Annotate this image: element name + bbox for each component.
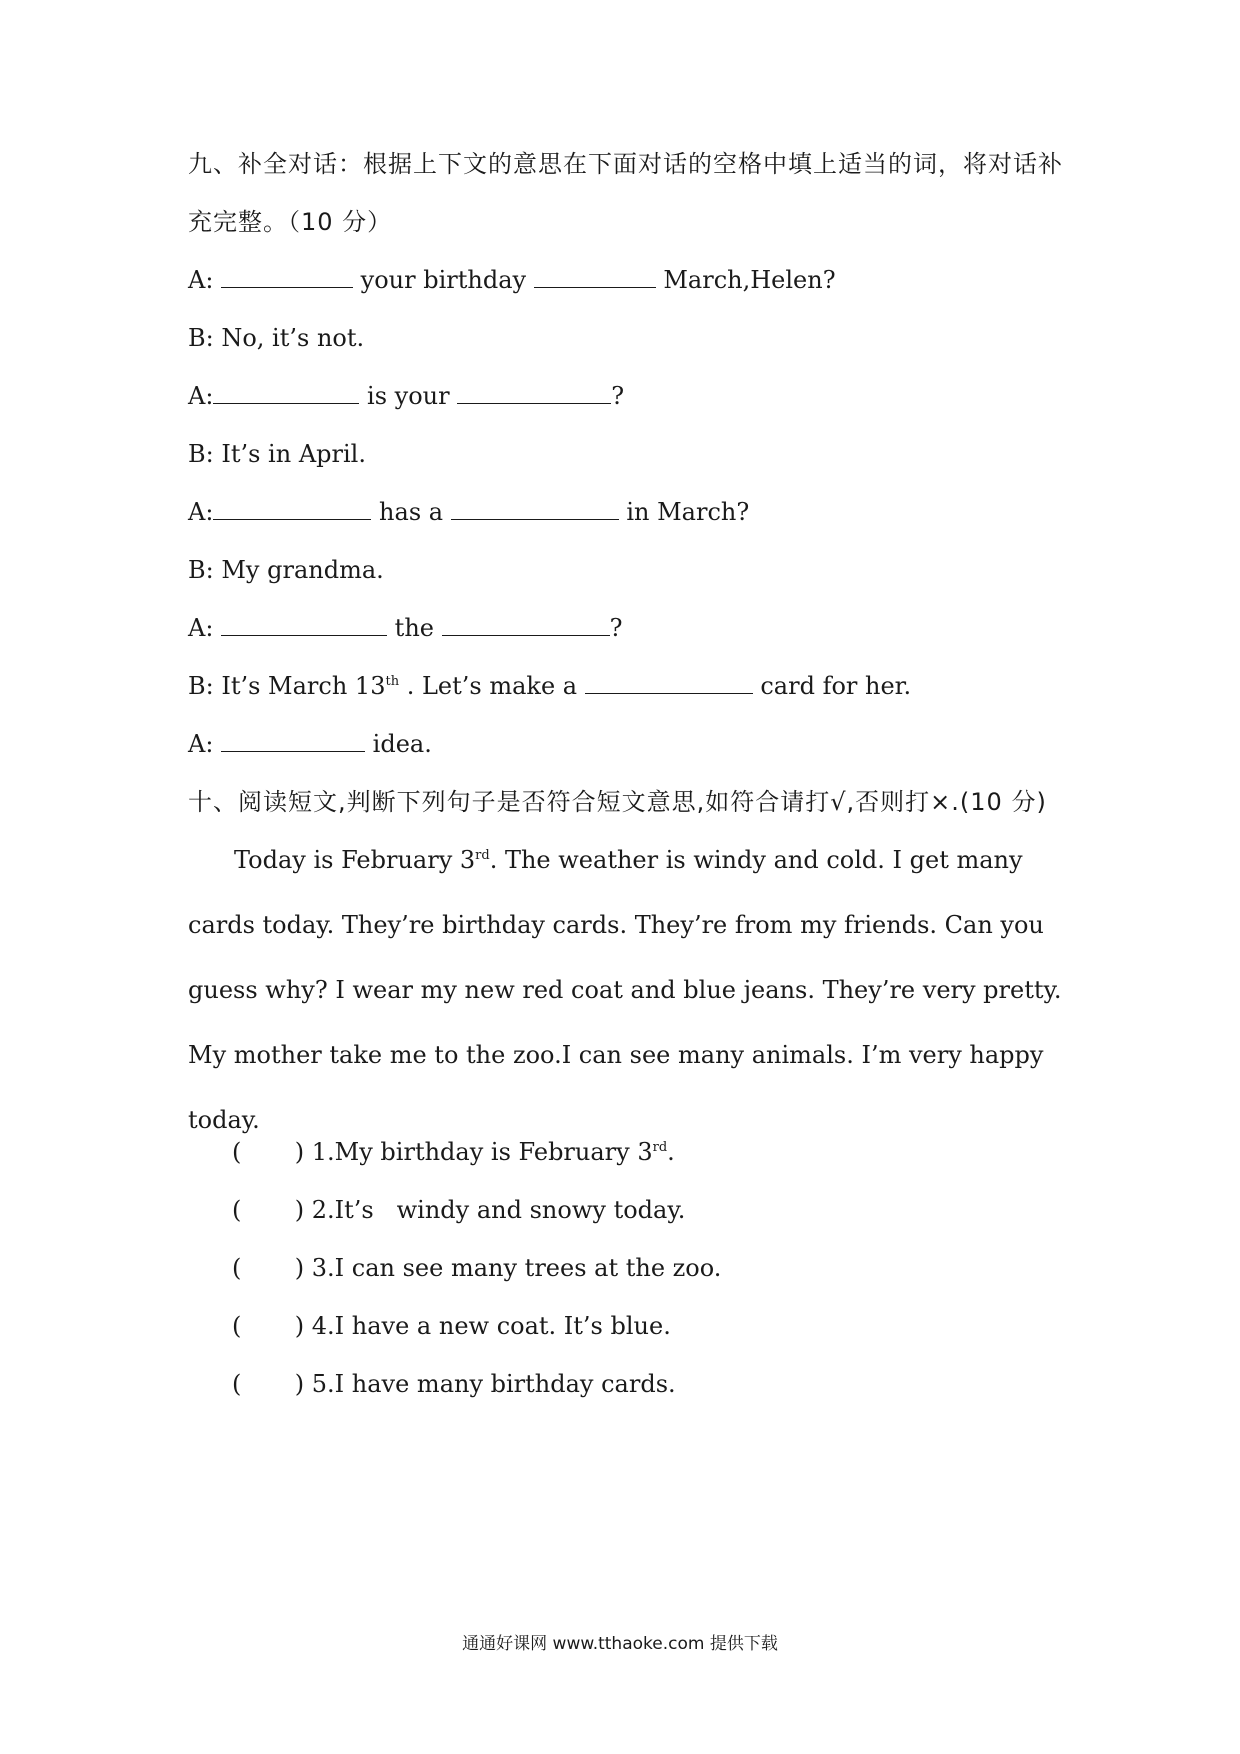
answer-blank[interactable]	[221, 729, 365, 752]
answer-parentheses[interactable]: ( )	[232, 1312, 305, 1340]
section-9-title-line-2: 充完整。（10 分）	[188, 208, 393, 236]
answer-blank[interactable]	[213, 381, 359, 404]
speaker-label: A:	[188, 382, 214, 410]
answer-blank[interactable]	[451, 497, 619, 520]
speaker-label: A:	[188, 730, 222, 758]
answer-blank[interactable]	[221, 613, 387, 636]
dialogue-line-4: B: It’s in April.	[188, 440, 366, 468]
dialogue-text: the	[387, 614, 442, 642]
question-1	[232, 1137, 675, 1167]
question-text: 2.It’s windy and snowy today.	[304, 1196, 686, 1224]
dialogue-line-5	[188, 497, 749, 527]
dialogue-line-6: B: My grandma.	[188, 556, 384, 584]
dialogue-line-3	[188, 381, 624, 411]
dialogue-line-8	[188, 671, 911, 701]
dialogue-line-2: B: No, it’s not.	[188, 324, 365, 352]
dialogue-text: idea.	[365, 730, 432, 758]
passage-text: . The weather is windy and cold. I get many cards today. They’re birthday cards. They’re from my friends. Can you guess why? I wear my new red coat and blue jeans. They’re very pretty. My mother take me to the zoo.I can see many animals. I’m very happy today.	[188, 846, 1062, 1134]
ordinal-suffix: rd	[652, 1140, 668, 1155]
answer-parentheses[interactable]: ( )	[232, 1138, 305, 1166]
ordinal-suffix: th	[385, 674, 400, 689]
answer-blank[interactable]	[457, 381, 611, 404]
question-3	[232, 1253, 721, 1283]
dialogue-text: is your	[359, 382, 458, 410]
dialogue-text: ?	[611, 382, 625, 410]
reading-passage	[188, 828, 1068, 1153]
question-text: 5.I have many birthday cards.	[304, 1370, 676, 1398]
dialogue-text: . Let’s make a	[399, 672, 585, 700]
answer-blank[interactable]	[585, 671, 753, 694]
answer-blank[interactable]	[213, 497, 371, 520]
answer-blank[interactable]	[442, 613, 610, 636]
speaker-label: A:	[188, 614, 222, 642]
dialogue-text: in March?	[618, 498, 750, 526]
question-2	[232, 1195, 685, 1225]
dialogue-text: ?	[609, 614, 623, 642]
ordinal-suffix: rd	[475, 848, 490, 863]
answer-parentheses[interactable]: ( )	[232, 1196, 305, 1224]
dialogue-text: your birthday	[353, 266, 534, 294]
answer-parentheses[interactable]: ( )	[232, 1370, 305, 1398]
question-4	[232, 1311, 671, 1341]
dialogue-text: has a	[371, 498, 451, 526]
answer-parentheses[interactable]: ( )	[232, 1254, 305, 1282]
page-footer: 通通好课网 www.tthaoke.com 提供下载	[462, 1634, 778, 1654]
dialogue-text: B: It’s March 13	[188, 672, 386, 700]
speaker-label: A:	[188, 266, 222, 294]
question-text: 3.I can see many trees at the zoo.	[304, 1254, 722, 1282]
question-text: .	[667, 1138, 675, 1166]
question-text: 4.I have a new coat. It’s blue.	[304, 1312, 671, 1340]
answer-blank[interactable]	[221, 265, 353, 288]
speaker-label: A:	[188, 498, 214, 526]
section-10-title: 十、阅读短文,判断下列句子是否符合短文意思,如符合请打√,否则打×.(10 分)	[188, 788, 1047, 816]
dialogue-line-7	[188, 613, 622, 643]
answer-blank[interactable]	[534, 265, 656, 288]
passage-text: Today is February 3	[234, 846, 476, 874]
dialogue-text: March,Helen?	[655, 266, 836, 294]
question-text: 1.My birthday is February 3	[304, 1138, 653, 1166]
section-9-title-line-1: 九、补全对话：根据上下文的意思在下面对话的空格中填上适当的词，将对话补	[188, 150, 1063, 178]
question-5	[232, 1369, 676, 1399]
dialogue-line-9	[188, 729, 432, 759]
dialogue-line-1	[188, 265, 836, 295]
dialogue-text: card for her.	[752, 672, 912, 700]
